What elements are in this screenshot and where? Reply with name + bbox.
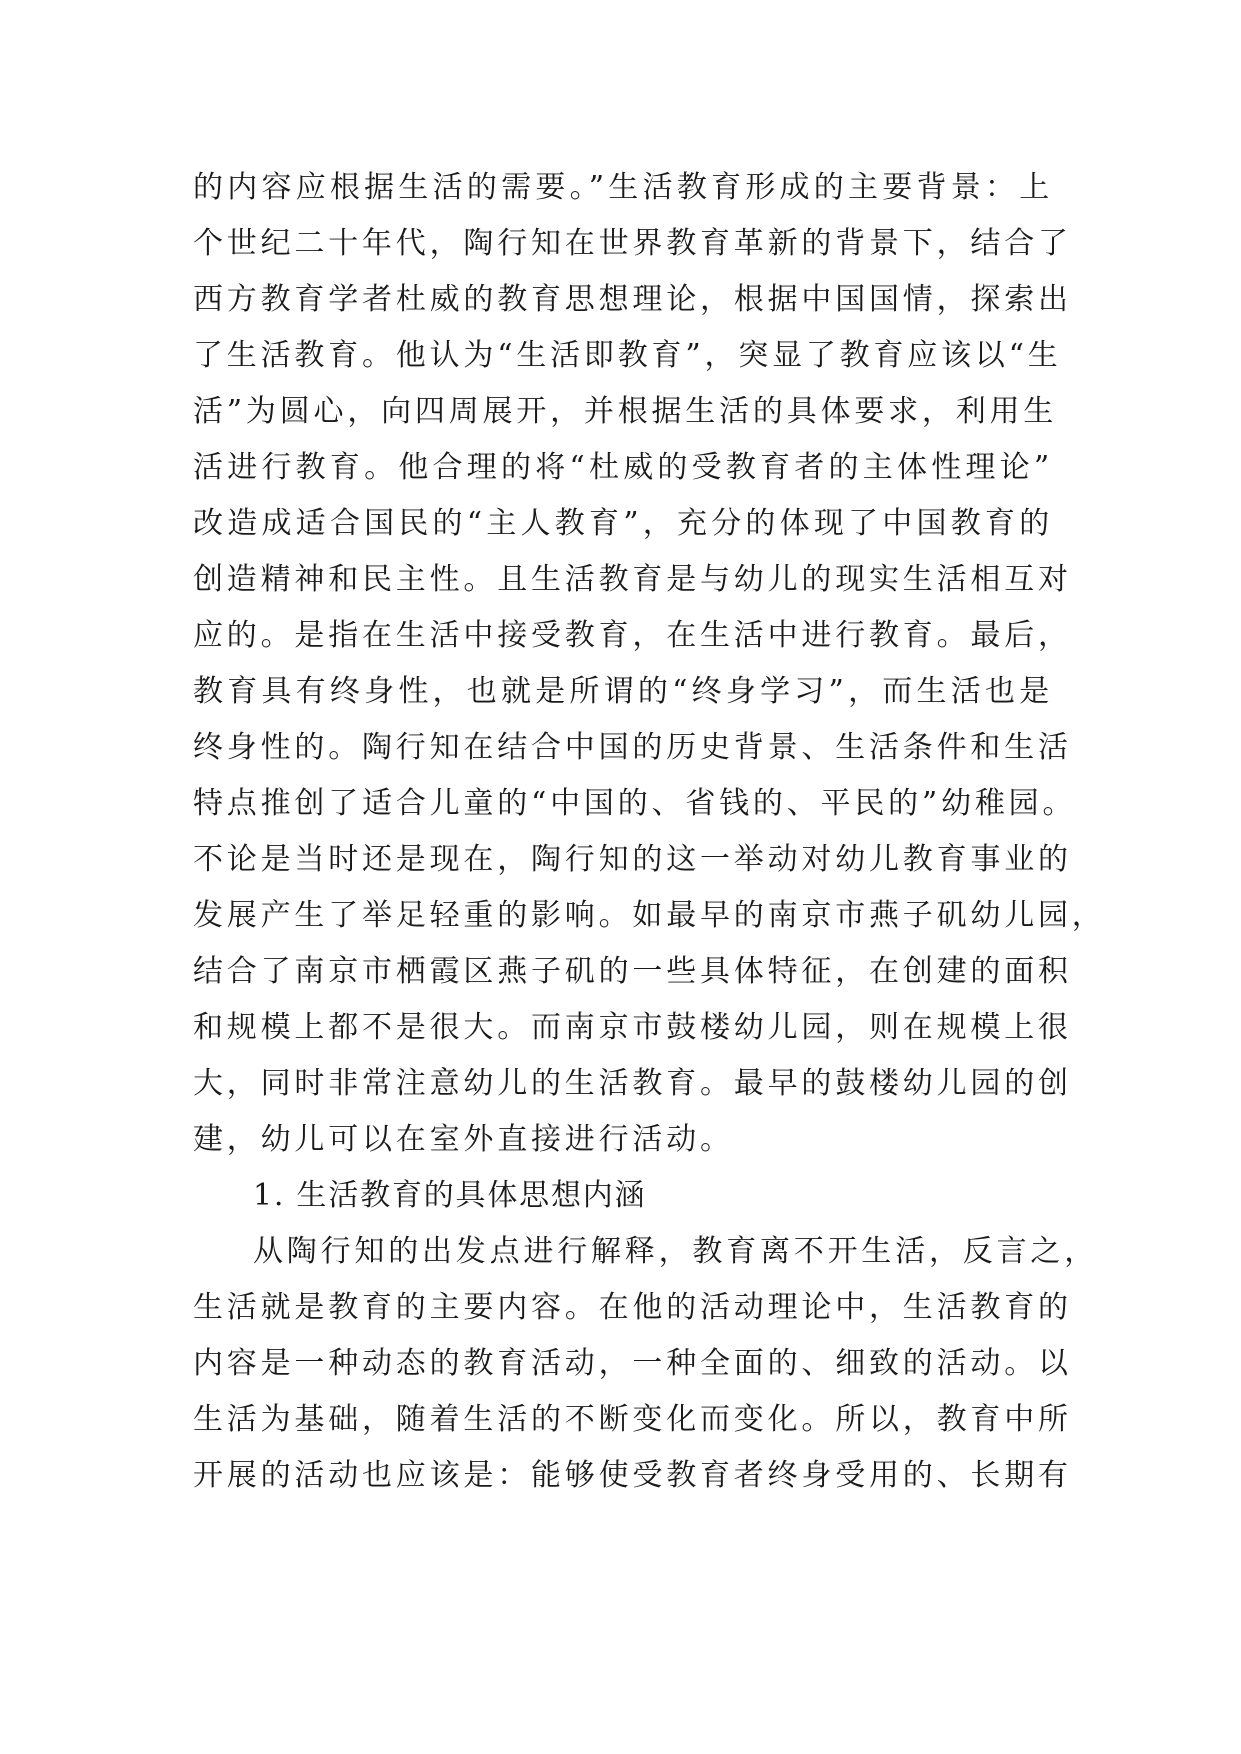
text-line: 内容是一种动态的教育活动，一种全面的、细致的活动。以 [193,1346,1072,1381]
text-line: 不论是当时还是现在，陶行知的这一举动对幼儿教育事业的 [193,842,1072,877]
section-heading: 1. 生活教育的具体思想内涵 [253,1178,647,1213]
paragraph [193,1224,1098,1504]
text-line: 发展产生了举足轻重的影响。如最早的南京市燕子矶幼儿园， [193,898,1106,933]
text-line: 大，同时非常注意幼儿的生活教育。最早的鼓楼幼儿园的创 [193,1066,1072,1101]
body-text [193,160,1106,1504]
text-line: 和规模上都不是很大。而南京市鼓楼幼儿园，则在规模上很 [193,1010,1072,1045]
text-line: 生活就是教育的主要内容。在他的活动理论中，生活教育的 [193,1290,1072,1325]
text-line: 应的。是指在生活中接受教育，在生活中进行教育。最后， [193,618,1072,653]
text-line: 活进行教育。他合理的将“杜威的受教育者的主体性理论” [193,450,1053,485]
text-line: 建，幼儿可以在室外直接进行活动。 [193,1122,734,1157]
text-line: 西方教育学者杜威的教育思想理论，根据中国国情，探索出 [193,282,1072,317]
text-line: 个世纪二十年代，陶行知在世界教育革新的背景下，结合了 [193,226,1072,261]
paragraph [193,160,1106,1168]
text-line: 了生活教育。他认为“生活即教育”，突显了教育应该以“生 [193,338,1062,373]
text-line: 生活为基础，随着生活的不断变化而变化。所以，教育中所 [193,1402,1072,1437]
text-line: 从陶行知的出发点进行解释，教育离不开生活，反言之， [253,1234,1098,1269]
text-line: 特点推创了适合儿童的“中国的、省钱的、平民的”幼稚园。 [193,786,1077,821]
text-line: 开展的活动也应该是：能够使受教育者终身受用的、长期有 [193,1458,1072,1493]
text-line: 结合了南京市栖霞区燕子矶的一些具体特征，在创建的面积 [193,954,1072,989]
text-line: 教育具有终身性，也就是所谓的“终身学习”，而生活也是 [193,674,1053,709]
text-line: 的内容应根据生活的需要。”生活教育形成的主要背景：上 [193,170,1053,205]
text-line: 终身性的。陶行知在结合中国的历史背景、生活条件和生活 [193,730,1072,765]
text-line: 活”为圆心，向四周展开，并根据生活的具体要求，利用生 [193,394,1058,429]
text-line: 改造成适合国民的“主人教育”，充分的体现了中国教育的 [193,506,1053,541]
text-line: 创造精神和民主性。且生活教育是与幼儿的现实生活相互对 [193,562,1072,597]
